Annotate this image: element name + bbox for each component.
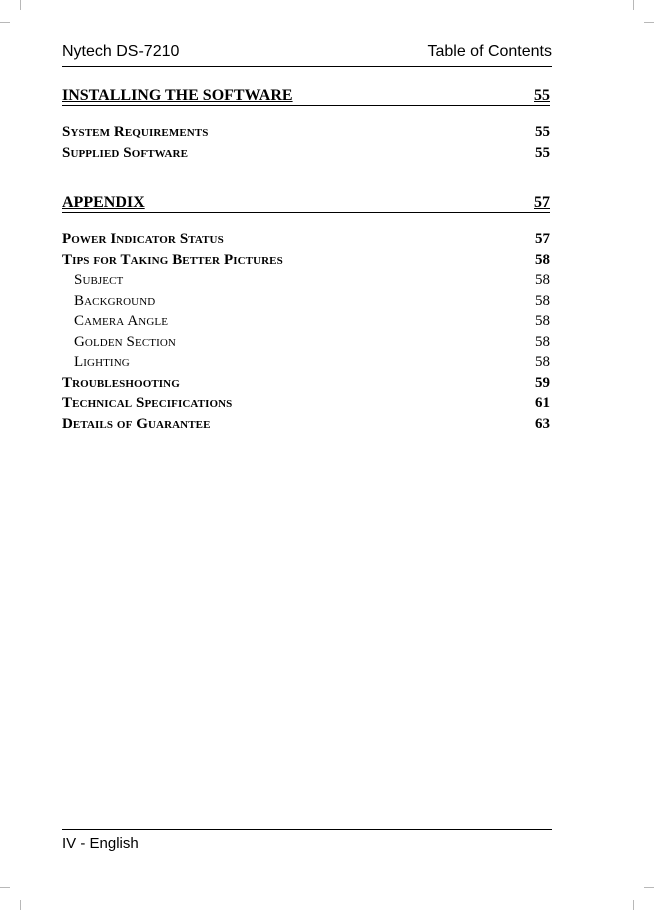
toc-entry[interactable]	[62, 122, 550, 143]
toc-entry[interactable]	[62, 393, 550, 414]
header-product-name: Nytech DS-7210	[62, 43, 180, 60]
crop-mark	[0, 22, 10, 23]
page-footer	[62, 829, 552, 852]
toc-entry-page: 58	[535, 251, 550, 268]
crop-mark	[633, 0, 634, 10]
toc-subentry-title: Background	[74, 292, 156, 309]
crop-mark	[644, 887, 654, 888]
toc-entry-title: Troubleshooting	[62, 374, 180, 391]
toc-chapter-title: APPENDIX	[62, 194, 145, 211]
toc-subentry[interactable]	[62, 270, 550, 291]
table-of-contents	[62, 86, 550, 434]
toc-entry-page: 61	[535, 395, 550, 411]
toc-entry-page: 57	[535, 231, 550, 247]
crop-mark	[633, 900, 634, 910]
toc-chapter[interactable]	[62, 86, 550, 106]
toc-entry-page: 55	[535, 144, 550, 161]
page-header	[62, 42, 552, 67]
crop-mark	[644, 22, 654, 23]
toc-entry-title: System Requirements	[62, 124, 209, 140]
toc-subentry-title: Camera Angle	[74, 313, 169, 329]
toc-chapter-page: 57	[534, 194, 550, 211]
toc-entry[interactable]	[62, 143, 550, 164]
toc-subentry[interactable]	[62, 291, 550, 312]
toc-subentry[interactable]	[62, 311, 550, 332]
toc-chapter-page: 55	[534, 87, 550, 104]
toc-entry-page: 55	[535, 124, 550, 140]
toc-entry[interactable]	[62, 250, 550, 271]
toc-subentry-title: Lighting	[74, 354, 130, 370]
toc-entry[interactable]	[62, 414, 550, 435]
toc-entry-page: 63	[535, 415, 550, 432]
header-section-title: Table of Contents	[427, 43, 552, 60]
toc-subentry-title: Subject	[74, 272, 124, 288]
toc-entry-title: Power Indicator Status	[62, 231, 224, 247]
toc-subentry-page: 58	[535, 333, 550, 350]
toc-entry-title: Details of Guarantee	[62, 415, 211, 432]
toc-subentry[interactable]	[62, 332, 550, 353]
toc-chapter[interactable]	[62, 193, 550, 213]
toc-chapter-title: INSTALLING THE SOFTWARE	[62, 87, 293, 104]
footer-page-label: IV - English	[62, 835, 139, 852]
toc-entry-title: Technical Specifications	[62, 395, 233, 411]
crop-mark	[20, 900, 21, 910]
crop-mark	[20, 0, 21, 10]
toc-entry-title: Supplied Software	[62, 144, 189, 161]
toc-subentry-page: 58	[535, 354, 550, 370]
crop-mark	[0, 887, 10, 888]
toc-entry[interactable]	[62, 229, 550, 250]
toc-entry[interactable]	[62, 373, 550, 394]
toc-subentry[interactable]	[62, 352, 550, 373]
toc-subentry-page: 58	[535, 272, 550, 288]
toc-entry-title: Tips for Taking Better Pictures	[62, 251, 283, 268]
toc-subentry-page: 58	[535, 292, 550, 309]
toc-entry-page: 59	[535, 374, 550, 391]
toc-subentry-title: Golden Section	[74, 333, 176, 350]
toc-subentry-page: 58	[535, 313, 550, 329]
